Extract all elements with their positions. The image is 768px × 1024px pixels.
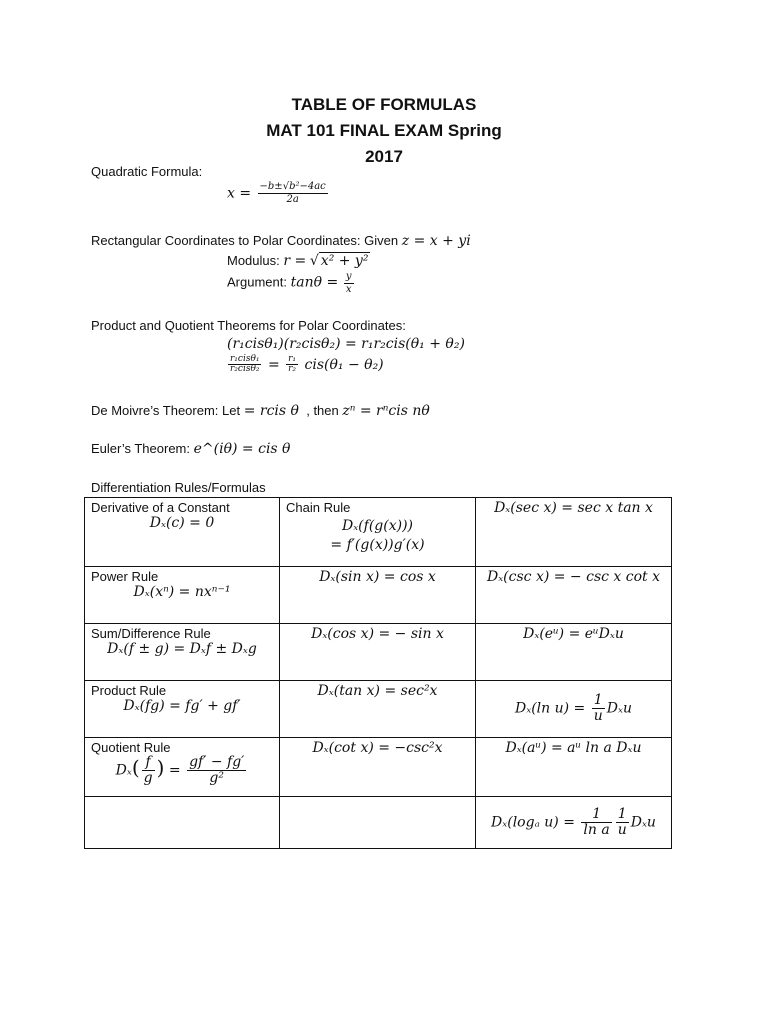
exp-derivative: Dₓ(eᵘ) = eᵘDₓu bbox=[523, 626, 624, 642]
table-row bbox=[85, 624, 672, 681]
table-cell bbox=[85, 567, 280, 624]
table-row bbox=[85, 498, 672, 567]
euler-formula: e^(iθ) = cis θ bbox=[193, 441, 291, 457]
table-row bbox=[85, 738, 672, 797]
rect-polar-line bbox=[91, 233, 471, 249]
quotient-rule-den: g² bbox=[209, 769, 224, 786]
table-row bbox=[85, 797, 672, 849]
table-cell bbox=[280, 498, 476, 567]
demoivre-then: , then bbox=[306, 403, 339, 418]
sum-difference-formula: Dₓ(f ± g) = Dₓf ± Dₓg bbox=[107, 641, 257, 657]
argument-num: y bbox=[345, 271, 352, 282]
table-cell bbox=[476, 498, 672, 567]
table-cell bbox=[280, 567, 476, 624]
page-title: TABLE OF FORMULAS bbox=[291, 95, 477, 114]
quotient-rule-num: gf′ − fg′ bbox=[189, 754, 245, 770]
table-cell bbox=[476, 567, 672, 624]
ln-derivative bbox=[482, 693, 665, 724]
modulus-line: Modulus: r = √ x² + y² bbox=[227, 253, 369, 269]
quotient-rule-d: Dₓ bbox=[115, 762, 132, 779]
argument-den: x bbox=[345, 283, 352, 295]
table-row bbox=[85, 681, 672, 738]
quadratic-denominator: 2a bbox=[286, 193, 299, 205]
chain-rule-formula-1: Dₓ(f(g(x))) bbox=[341, 518, 413, 534]
argument-label: Argument: bbox=[227, 274, 287, 290]
log-derivative-den1: ln a bbox=[583, 821, 610, 838]
sin-derivative: Dₓ(sin x) = cos x bbox=[319, 569, 436, 585]
table-row bbox=[85, 567, 672, 624]
rect-polar-given: z = x + yi bbox=[401, 233, 471, 249]
constant-rule-formula: Dₓ(c) = 0 bbox=[149, 515, 215, 531]
demoivre-label: De Moivre’s Theorem: Let bbox=[91, 403, 241, 418]
quotient-r-num: r₁ bbox=[288, 354, 297, 364]
table-cell bbox=[280, 624, 476, 681]
quadratic-numerator: −b±√b²−4ac bbox=[259, 181, 326, 192]
table-cell bbox=[280, 738, 476, 797]
demoivre-line bbox=[91, 403, 430, 419]
table-cell bbox=[476, 624, 672, 681]
ln-derivative-den: u bbox=[593, 708, 603, 725]
product-rule-formula: Dₓ(fg) = fg′ + gf′ bbox=[123, 698, 241, 714]
table-cell bbox=[476, 738, 672, 797]
modulus-radicand: x² + y² bbox=[320, 253, 369, 269]
quadratic-lhs: x = bbox=[227, 185, 252, 202]
product-rule-label: Product Rule bbox=[91, 683, 167, 698]
page-subtitle: MAT 101 FINAL EXAM Spring bbox=[266, 121, 502, 140]
table-cell bbox=[476, 797, 672, 849]
table-cell bbox=[280, 797, 476, 849]
quadratic-label: Quadratic Formula: bbox=[91, 164, 203, 179]
argument-lhs: tanθ = bbox=[290, 274, 339, 291]
log-derivative-rhs: Dₓu bbox=[630, 814, 656, 831]
quotient-rule-formula: Dₓ( $\frac{f}{g}$ ) = $\frac{gf' - fg'}{\text{g²}}$ bbox=[115, 754, 245, 786]
table-cell bbox=[85, 498, 280, 567]
argument-line bbox=[227, 272, 356, 295]
ln-derivative-num: 1 bbox=[592, 693, 605, 709]
sum-difference-label: Sum/Difference Rule bbox=[91, 626, 211, 641]
constant-rule-label: Derivative of a Constant bbox=[91, 500, 230, 515]
log-derivative-lhs: Dₓ(logₐ u) = bbox=[491, 814, 575, 831]
modulus-lhs: r = bbox=[283, 253, 307, 269]
quotient-r-den: r₂ bbox=[288, 364, 297, 375]
demoivre-let: = rcis θ bbox=[243, 403, 299, 419]
tan-derivative: Dₓ(tan x) = sec²x bbox=[317, 683, 438, 699]
quotient-rule-label: Quotient Rule bbox=[91, 740, 171, 755]
quotient-rule-inner-num: f bbox=[142, 755, 155, 771]
modulus-label: Modulus: bbox=[227, 253, 280, 268]
table-cell bbox=[85, 738, 280, 797]
log-derivative bbox=[482, 807, 665, 838]
quotient-theorem bbox=[226, 355, 384, 375]
rect-polar-label: Rectangular Coordinates to Polar Coordinates: Given bbox=[91, 233, 399, 248]
power-exp-derivative: Dₓ(aᵘ) = aᵘ ln a Dₓu bbox=[505, 740, 642, 756]
table-cell bbox=[85, 681, 280, 738]
power-rule-formula: Dₓ(xⁿ) = nxⁿ⁻¹ bbox=[133, 584, 231, 600]
quotient-equals: = bbox=[267, 357, 280, 374]
ln-derivative-lhs: Dₓ(ln u) = bbox=[515, 700, 586, 717]
table-cell bbox=[476, 681, 672, 738]
table-cell bbox=[85, 624, 280, 681]
product-theorem: (r₁cisθ₁)(r₂cisθ₂) = r₁r₂cis(θ₁ + θ₂) bbox=[227, 336, 465, 352]
cot-derivative: Dₓ(cot x) = −csc²x bbox=[312, 740, 443, 756]
quadratic-formula bbox=[227, 182, 330, 205]
ln-derivative-rhs: Dₓu bbox=[606, 700, 632, 717]
euler-line bbox=[91, 441, 290, 457]
differentiation-heading: Differentiation Rules/Formulas bbox=[91, 480, 266, 495]
cos-derivative: Dₓ(cos x) = − sin x bbox=[311, 626, 444, 642]
product-quotient-label: Product and Quotient Theorems for Polar Coordinates: bbox=[91, 318, 406, 333]
quotient-rhs: cis(θ₁ − θ₂) bbox=[304, 357, 384, 374]
sec-derivative: Dₓ(sec x) = sec x tan x bbox=[494, 500, 653, 516]
differentiation-table bbox=[84, 497, 672, 849]
log-derivative-num1: 1 bbox=[581, 807, 611, 823]
euler-label: Euler’s Theorem: bbox=[91, 441, 190, 456]
table-cell bbox=[85, 797, 280, 849]
chain-rule-formula-2: = f′(g(x))g′(x) bbox=[330, 537, 425, 553]
csc-derivative: Dₓ(csc x) = − csc x cot x bbox=[486, 569, 661, 585]
quotient-num: r₁cisθ₁ bbox=[230, 354, 260, 364]
demoivre-formula: zⁿ = rⁿcis nθ bbox=[342, 403, 430, 419]
quotient-rule-eq: = bbox=[168, 762, 181, 779]
quotient-rule-inner-den: g bbox=[143, 769, 153, 786]
log-derivative-den2: u bbox=[617, 821, 627, 838]
chain-rule-label: Chain Rule bbox=[286, 500, 351, 515]
log-derivative-num2: 1 bbox=[616, 807, 629, 823]
power-rule-label: Power Rule bbox=[91, 569, 159, 584]
table-cell bbox=[280, 681, 476, 738]
page-year: 2017 bbox=[365, 147, 403, 166]
quotient-den: r₂cisθ₂ bbox=[230, 364, 260, 375]
